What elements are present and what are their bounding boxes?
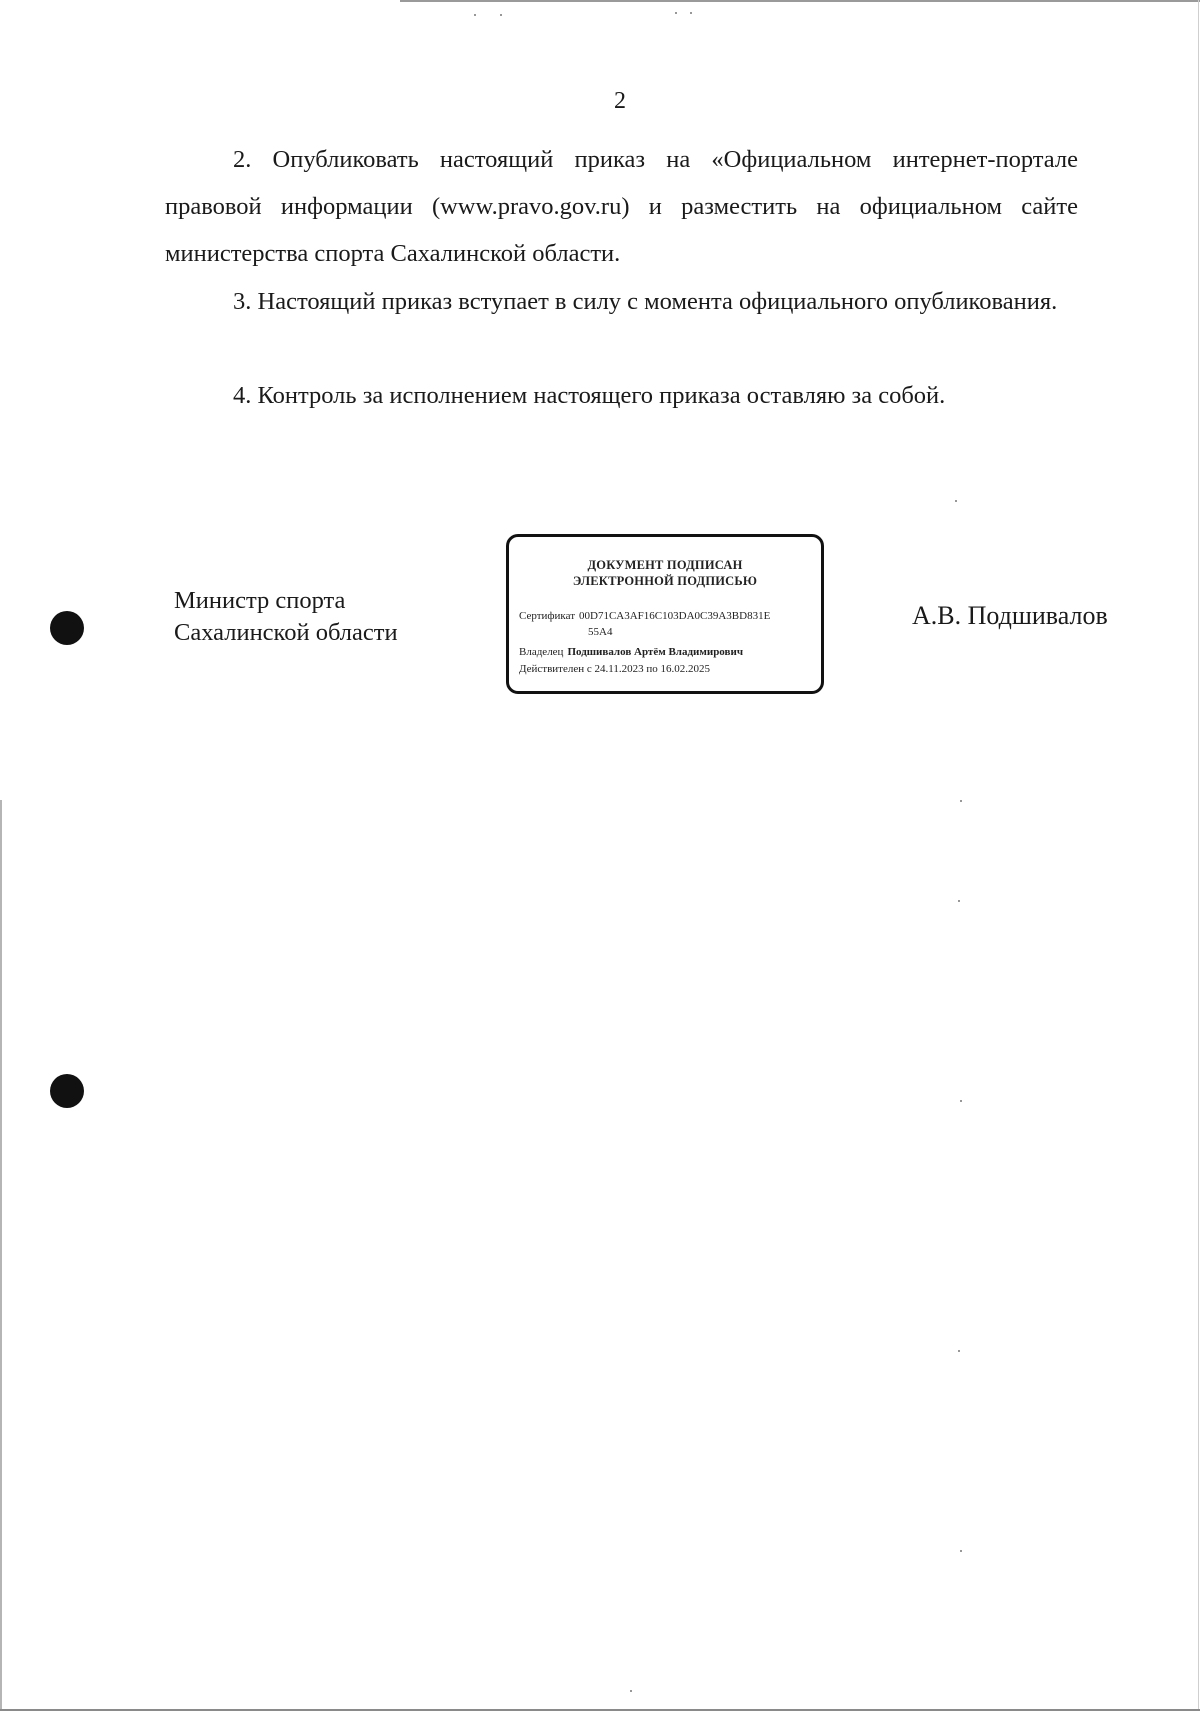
scan-speck (955, 500, 957, 502)
stamp-owner (519, 645, 743, 659)
scan-speck (675, 12, 677, 14)
paragraph-publication: 2. Опубликовать настоящий приказ на «Официальном интернет-портале правовой информации (www.pravo.gov.ru) и разместить на официальном сайте министерства спорта Сахалинской области. (165, 146, 1078, 267)
scan-speck (630, 1690, 632, 1692)
page-number: 2 (614, 88, 626, 114)
paragraph-control: 4. Контроль за исполнением настоящего приказа оставляю за собой. (233, 382, 946, 409)
punch-hole-lower (50, 1074, 84, 1108)
scan-speck (958, 900, 960, 902)
stamp-certificate (519, 609, 819, 623)
stamp-title-line1: ДОКУМЕНТ ПОДПИСАН (587, 558, 743, 572)
scan-edge-right (1198, 0, 1199, 1711)
signer-position-line2: Сахалинской области (174, 619, 398, 646)
scan-speck (960, 800, 962, 802)
signer-position (174, 585, 398, 649)
stamp-title-line2: ЭЛЕКТРОННОЙ ПОДПИСЬЮ (572, 574, 758, 588)
electronic-signature-stamp (506, 534, 824, 694)
stamp-certificate-value-cont: 55A4 (588, 626, 613, 638)
paragraph-entry-into-force: 3. Настоящий приказ вступает в силу с момента официального опубликования. (233, 288, 1058, 315)
scan-edge-top (400, 0, 1200, 2)
scan-speck (960, 1100, 962, 1102)
stamp-certificate-value: 00D71CA3AF16C103DA0C39A3BD831E (579, 610, 771, 622)
stamp-owner-value: Подшивалов Артём Владимирович (567, 646, 744, 658)
stamp-validity: Действителен с 24.11.2023 по 16.02.2025 (519, 663, 710, 675)
scan-edge-left (0, 800, 2, 1711)
punch-hole-upper (50, 611, 84, 645)
scan-speck (958, 1350, 960, 1352)
scan-speck (500, 14, 502, 16)
signer-name: А.В. Подшивалов (912, 601, 1108, 630)
stamp-owner-label: Владелец (519, 646, 564, 658)
scan-speck (960, 1550, 962, 1552)
scan-speck (690, 12, 692, 14)
signer-position-line1: Министр спорта (174, 587, 346, 614)
scan-speck (474, 14, 476, 16)
stamp-certificate-label: Сертификат (519, 610, 575, 622)
stamp-title (509, 557, 821, 589)
